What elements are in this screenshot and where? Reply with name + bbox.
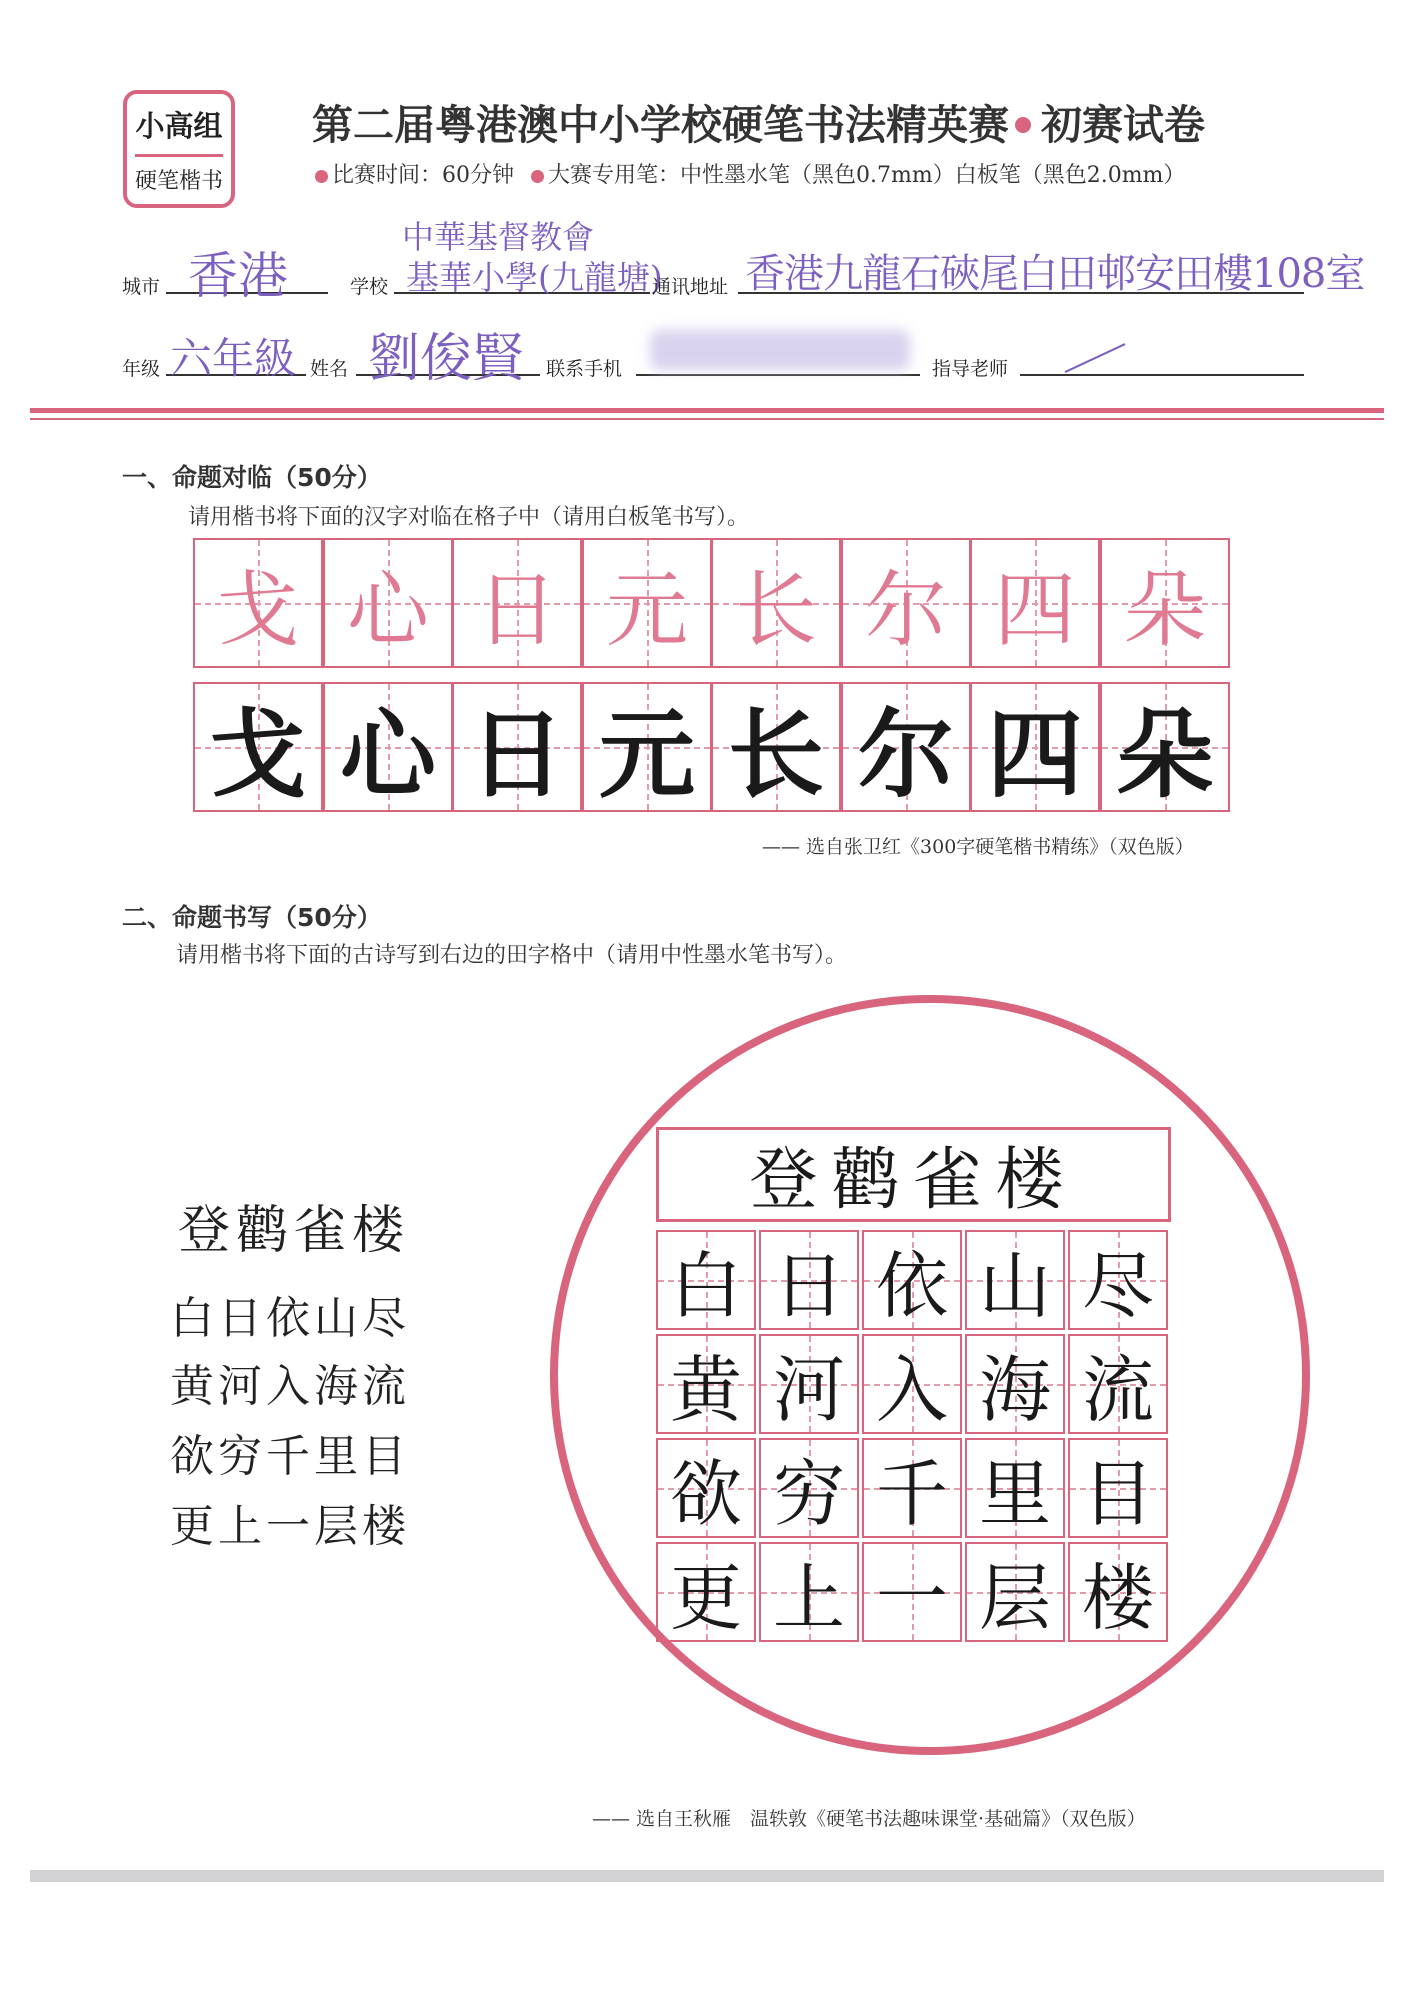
poem-cell-char: 穷 — [772, 1452, 845, 1536]
copy-cell — [970, 682, 1100, 812]
model-cell-char: 朵 — [1123, 562, 1206, 658]
poem-cell — [759, 1438, 859, 1538]
copy-cell — [582, 682, 712, 812]
poem-line-2: 黄河入海流 — [170, 1361, 410, 1412]
poem-line-4: 更上一层楼 — [170, 1501, 410, 1552]
model-cell-char: 戈 — [216, 562, 299, 658]
model-cell — [193, 538, 323, 668]
poem-line-3: 欲穷千里目 — [170, 1431, 410, 1482]
title-bullet-icon — [1015, 117, 1031, 133]
poem-cell — [1068, 1334, 1168, 1434]
poem-cell-char: 楼 — [1081, 1556, 1154, 1640]
group-badge — [123, 90, 235, 208]
poem-cell — [862, 1438, 962, 1538]
section2-credit: —— 选自王秋雁 温轶敦《硬笔书法趣味课堂·基础篇》（双色版） — [592, 1808, 1146, 1830]
city-value: 香港 — [188, 247, 288, 305]
copy-cell-char: 日 — [469, 698, 565, 811]
poem-cell — [1068, 1230, 1168, 1330]
poem-cell — [759, 1230, 859, 1330]
poem-cell — [1068, 1542, 1168, 1642]
section1-credit: —— 选自张卫红《300字硬笔楷书精练》（双色版） — [762, 836, 1194, 858]
poem-cell — [965, 1230, 1065, 1330]
name-value: 劉俊賢 — [368, 329, 525, 389]
copy-cell-char: 四 — [987, 698, 1083, 811]
model-cell-char: 尔 — [864, 562, 947, 658]
school-label: 学校 — [350, 276, 389, 298]
grade-value: 六年級 — [170, 334, 297, 383]
model-cell — [970, 538, 1100, 668]
bullet-icon — [531, 170, 544, 183]
section2-instruction: 请用楷书将下面的古诗写到右边的田字格中（请用中性墨水笔书写）。 — [176, 943, 848, 968]
address-label: 通讯地址 — [652, 276, 729, 298]
phone-label: 联系手机 — [546, 358, 623, 380]
poem-cell-char: 河 — [772, 1348, 845, 1432]
copy-cell-char: 元 — [599, 698, 695, 811]
poem-cell-char: 千 — [875, 1452, 948, 1536]
poem-cell — [965, 1438, 1065, 1538]
copy-cell-char: 长 — [728, 698, 824, 811]
school-value-line1: 中華基督教會 — [402, 218, 595, 256]
poem-cell-char: 上 — [772, 1556, 845, 1640]
copy-cell-char: 心 — [340, 698, 436, 811]
model-cell-char: 心 — [346, 562, 429, 658]
poem-cell-char: 流 — [1081, 1348, 1154, 1432]
copy-cell-char: 朵 — [1117, 698, 1213, 811]
footer-bar — [30, 1870, 1384, 1882]
bullet-icon — [315, 170, 328, 183]
poem-cell — [965, 1334, 1065, 1434]
header-divider — [30, 408, 1384, 413]
address-value: 香港九龍石硤尾白田邨安田樓108室 — [745, 251, 1365, 297]
poem-cell — [1068, 1438, 1168, 1538]
title-main: 第二届粤港澳中小学校硬笔书法精英赛 — [312, 101, 1009, 149]
poem-cell — [759, 1334, 859, 1434]
poem-cell-char: 欲 — [669, 1452, 742, 1536]
poem-cell — [862, 1542, 962, 1642]
poem-cell-char: 一 — [875, 1556, 948, 1640]
grade-label: 年级 — [122, 358, 161, 380]
page-title — [312, 92, 1205, 151]
model-cell-char: 日 — [475, 562, 558, 658]
poem-cell — [965, 1542, 1065, 1642]
poem-cell — [759, 1542, 859, 1642]
poem-cell-char: 尽 — [1081, 1244, 1154, 1328]
model-cell — [323, 538, 453, 668]
copy-cell-char: 尔 — [858, 698, 954, 811]
model-cell-char: 四 — [993, 562, 1076, 658]
name-label: 姓名 — [310, 358, 349, 380]
poem-cell — [656, 1542, 756, 1642]
model-cell — [711, 538, 841, 668]
model-cell — [452, 538, 582, 668]
copy-cell — [452, 682, 582, 812]
phone-field-line — [636, 374, 920, 376]
copy-cell-char: 戈 — [210, 698, 306, 811]
teacher-label: 指导老师 — [932, 358, 1009, 380]
copy-cell — [711, 682, 841, 812]
poem-line-1: 白日依山尽 — [170, 1293, 410, 1344]
copy-cell — [841, 682, 971, 812]
exam-info — [315, 158, 1185, 189]
badge-divider — [135, 154, 223, 157]
poem-cell — [656, 1230, 756, 1330]
header-divider-thin — [30, 418, 1384, 420]
model-cell-char: 长 — [734, 562, 817, 658]
exam-time: 比赛时间：60分钟 — [332, 163, 514, 188]
poem-cell-char: 里 — [978, 1452, 1051, 1536]
copy-cell — [193, 682, 323, 812]
poem-cell-char: 层 — [978, 1556, 1051, 1640]
written-title-box — [656, 1127, 1171, 1222]
exam-pens: 大赛专用笔：中性墨水笔（黑色0.7mm）白板笔（黑色2.0mm） — [548, 163, 1186, 188]
copy-cell — [1100, 682, 1230, 812]
city-label: 城市 — [122, 276, 161, 298]
poem-cell — [656, 1438, 756, 1538]
section1-heading: 一、命题对临（50分） — [122, 463, 382, 492]
copy-cell — [323, 682, 453, 812]
section1-instruction: 请用楷书将下面的汉字对临在格子中（请用白板笔书写）。 — [188, 505, 750, 530]
school-value-line2: 基華小學(九龍塘) — [406, 258, 663, 297]
teacher-value: ／ — [1059, 323, 1129, 398]
poem-cell-char: 入 — [875, 1348, 948, 1432]
poem-cell-char: 更 — [669, 1556, 742, 1640]
written-title: 登鹳雀楼 — [749, 1141, 1078, 1220]
badge-group-label: 小高组 — [135, 109, 223, 143]
poem-cell-char: 日 — [772, 1244, 845, 1328]
model-cell — [841, 538, 971, 668]
poem-cell — [862, 1334, 962, 1434]
model-cell — [582, 538, 712, 668]
section2-heading: 二、命题书写（50分） — [122, 903, 382, 932]
poem-cell — [656, 1334, 756, 1434]
badge-category-label: 硬笔楷书 — [134, 169, 223, 194]
poem-cell — [862, 1230, 962, 1330]
phone-value-redacted — [650, 330, 910, 370]
poem-cell-char: 黄 — [669, 1348, 742, 1432]
poem-cell-char: 山 — [978, 1244, 1051, 1328]
poem-cell-char: 目 — [1081, 1452, 1154, 1536]
poem-cell-char: 白 — [669, 1244, 742, 1328]
poem-cell-char: 海 — [978, 1348, 1051, 1432]
model-cell-char: 元 — [605, 562, 688, 658]
poem-cell-char: 依 — [875, 1244, 948, 1328]
poem-title: 登鹳雀楼 — [178, 1201, 411, 1261]
model-cell — [1100, 538, 1230, 668]
title-suffix: 初赛试卷 — [1041, 101, 1205, 149]
